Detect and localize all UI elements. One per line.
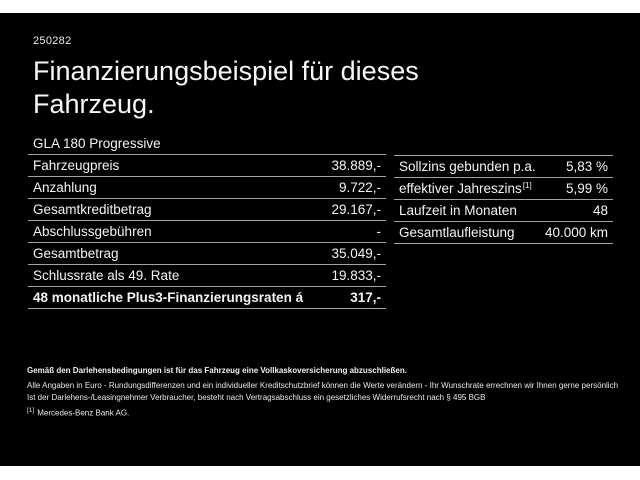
- conditions-table: [394, 155, 613, 244]
- conditions-row-label: [399, 181, 532, 196]
- conditions-row-effective-interest: [394, 178, 613, 200]
- finance-row-downpayment: [28, 177, 386, 199]
- financing-panel: [0, 13, 640, 466]
- finance-row-label: Fahrzeugpreis: [33, 158, 120, 173]
- finance-row-label: 48 monatliche Plus3-Finanzierungsraten á: [33, 290, 304, 305]
- finance-row-label: Gesamtkreditbetrag: [33, 202, 152, 217]
- finance-row-vehicle-price: [28, 155, 386, 177]
- legal-note-line2: Ist der Darlehens-/Leasingnehmer Verbraucher, besteht nach Vertragsabschluss ein gesetzliches Widerrufsrecht nach § 495 BGB: [27, 393, 486, 402]
- finance-row-value: 29.167,-: [331, 202, 381, 217]
- conditions-row-value: 40.000 km: [544, 225, 608, 240]
- conditions-row-label: Sollzins gebunden p.a.: [399, 159, 536, 174]
- conditions-row-label: Laufzeit in Monaten: [399, 203, 517, 218]
- footnote-ref: [1]: [522, 180, 532, 190]
- conditions-row-interest: [394, 156, 613, 178]
- finance-row-value: -: [376, 224, 381, 239]
- finance-row-closing-fees: [28, 221, 386, 243]
- footnote-marker: [1]: [27, 407, 35, 414]
- model-row: [28, 133, 386, 155]
- finance-row-credit-amount: [28, 199, 386, 221]
- page-title-line1: Finanzierungsbeispiel für dieses: [33, 56, 419, 86]
- finance-row-monthly-rate: [28, 287, 386, 309]
- conditions-row-mileage: [394, 222, 613, 244]
- finance-table: [28, 133, 386, 309]
- insurance-note: Gemäß den Darlehensbedingungen ist für das Fahrzeug eine Vollkaskoversicherung abzuschließen.: [27, 366, 407, 375]
- legal-note-line1: Alle Angaben in Euro - Rundungsdifferenzen und ein individueller Kreditschutzbrief können die Werte verändern - Ihr Wunschrate errechnen wir Ihnen gerne persönlich: [27, 381, 619, 390]
- conditions-row-value: 5,99 %: [565, 181, 608, 196]
- finance-row-value: 9.722,-: [338, 180, 381, 195]
- footnote-text: Mercedes-Benz Bank AG.: [37, 408, 130, 418]
- conditions-row-term: [394, 200, 613, 222]
- finance-row-label: Abschlussgebühren: [33, 224, 152, 239]
- finance-row-total: [28, 243, 386, 265]
- finance-row-value: 19.833,-: [331, 268, 381, 283]
- finance-row-label: Gesamtbetrag: [33, 246, 119, 261]
- conditions-row-value: 5,83 %: [565, 159, 608, 174]
- legal-notes: [27, 380, 618, 404]
- finance-row-value: 38.889,-: [331, 158, 381, 173]
- conditions-row-label: Gesamtlaufleistung: [399, 225, 515, 240]
- finance-row-value: 317,-: [350, 290, 381, 305]
- model-name: GLA 180 Progressive: [33, 136, 161, 151]
- finance-row-label: Schlussrate als 49. Rate: [33, 268, 180, 283]
- finance-row-final-rate: [28, 265, 386, 287]
- offer-code: 250282: [33, 35, 72, 47]
- page-title: [33, 55, 419, 121]
- finance-row-value: 35.049,-: [331, 246, 381, 261]
- page-title-line2: Fahrzeug.: [33, 89, 155, 119]
- finance-row-label: Anzahlung: [33, 180, 97, 195]
- bank-footnote: [27, 407, 129, 418]
- conditions-row-label-text: effektiver Jahreszins: [399, 181, 522, 196]
- conditions-row-value: 48: [592, 203, 608, 218]
